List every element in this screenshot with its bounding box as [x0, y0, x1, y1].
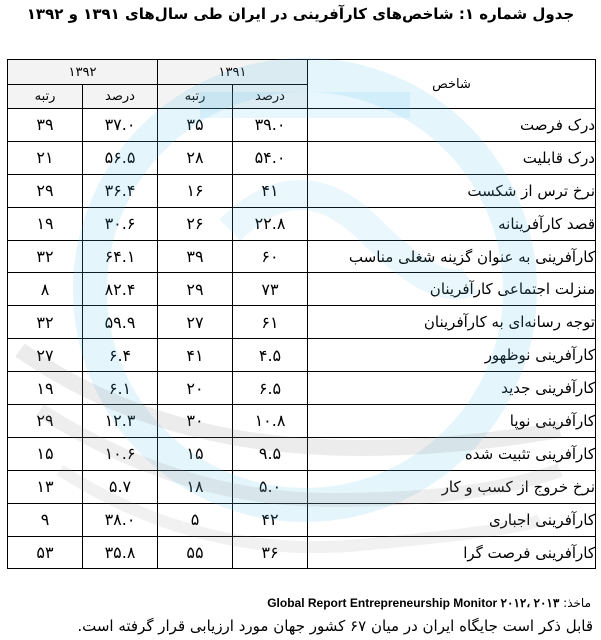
- rank-1391-cell: ۲۸: [158, 141, 233, 174]
- rank-1392-cell: ۸: [8, 273, 83, 306]
- rank-1392-cell: ۱۹: [8, 207, 83, 240]
- table-row: [8, 503, 596, 536]
- rank-1391-cell: ۳۵: [158, 109, 233, 142]
- percent-1391-cell: ۷۳: [233, 273, 308, 306]
- table-row: [8, 372, 596, 405]
- percent-1391-cell: ۴.۵: [233, 339, 308, 372]
- indicator-cell: درک فرصت: [308, 109, 596, 142]
- percent-1391-cell: ۳۶: [233, 536, 308, 569]
- percent-1391-cell: ۱۰.۸: [233, 405, 308, 438]
- table-row: [8, 437, 596, 470]
- percent-1392-cell: ۶.۱: [83, 372, 158, 405]
- source-note: [267, 596, 591, 610]
- rank-header-1391: رتبه: [158, 85, 233, 109]
- percent-1391-cell: ۴۲: [233, 503, 308, 536]
- rank-1391-cell: ۵۵: [158, 536, 233, 569]
- rank-1392-cell: ۲۹: [8, 174, 83, 207]
- percent-1392-cell: ۵۹.۹: [83, 306, 158, 339]
- percent-header-1391: درصد: [233, 85, 308, 109]
- indicator-cell: نرخ ترس از شکست: [308, 174, 596, 207]
- table-title: جدول شماره ۱: شاخص‌های کارآفرینی در ایران طی سال‌های ۱۳۹۱ و ۱۳۹۲: [26, 5, 575, 23]
- percent-1391-cell: ۶.۵: [233, 372, 308, 405]
- percent-header-1392: درصد: [83, 85, 158, 109]
- rank-1391-cell: ۳۹: [158, 240, 233, 273]
- rank-1391-cell: ۲۰: [158, 372, 233, 405]
- indicator-cell: منزلت اجتماعی کارآفرینان: [308, 273, 596, 306]
- footnote: قابل ذکر است جایگاه ایران در میان ۶۷ کشور جهان مورد ارزیابی قرار گرفته است.: [77, 617, 593, 635]
- percent-1392-cell: ۶.۴: [83, 339, 158, 372]
- indicator-cell: کارآفرینی به عنوان گزینه شغلی مناسب: [308, 240, 596, 273]
- percent-1392-cell: ۳۰.۶: [83, 207, 158, 240]
- rank-1391-cell: ۱۶: [158, 174, 233, 207]
- indicator-header: شاخص: [308, 60, 596, 109]
- rank-1392-cell: ۱۵: [8, 437, 83, 470]
- indicator-cell: کارآفرینی نوظهور: [308, 339, 596, 372]
- percent-1392-cell: ۸۲.۴: [83, 273, 158, 306]
- rank-1391-cell: ۱۸: [158, 470, 233, 503]
- table-row: [8, 141, 596, 174]
- percent-1392-cell: ۳۶.۴: [83, 174, 158, 207]
- rank-1392-cell: ۳۲: [8, 240, 83, 273]
- table-row: [8, 536, 596, 569]
- indicator-cell: درک قابلیت: [308, 141, 596, 174]
- rank-1392-cell: ۱۳: [8, 470, 83, 503]
- table-row: [8, 306, 596, 339]
- indicator-cell: کارآفرینی فرصت گرا: [308, 536, 596, 569]
- rank-1392-cell: ۱۹: [8, 372, 83, 405]
- table-row: [8, 240, 596, 273]
- percent-1392-cell: ۱۲.۳: [83, 405, 158, 438]
- rank-1392-cell: ۵۳: [8, 536, 83, 569]
- source-label: ماخذ:: [563, 596, 591, 610]
- indicator-cell: توجه رسانه‌ای به کارآفرینان: [308, 306, 596, 339]
- percent-1391-cell: ۶۱: [233, 306, 308, 339]
- rank-1391-cell: ۲۷: [158, 306, 233, 339]
- rank-1391-cell: ۴۱: [158, 339, 233, 372]
- percent-1391-cell: ۶۰: [233, 240, 308, 273]
- percent-1391-cell: ۹.۵: [233, 437, 308, 470]
- year-header-1392: ۱۳۹۲: [8, 60, 158, 85]
- table-row: [8, 109, 596, 142]
- table-row: [8, 174, 596, 207]
- percent-1391-cell: ۵۴.۰: [233, 141, 308, 174]
- percent-1392-cell: ۵۶.۵: [83, 141, 158, 174]
- indicator-cell: کارآفرینی جدید: [308, 372, 596, 405]
- rank-1392-cell: ۲۷: [8, 339, 83, 372]
- percent-1391-cell: ۳۹.۰: [233, 109, 308, 142]
- rank-1391-cell: ۵: [158, 503, 233, 536]
- rank-1391-cell: ۲۹: [158, 273, 233, 306]
- percent-1391-cell: ۲۲.۸: [233, 207, 308, 240]
- rank-1392-cell: ۳۹: [8, 109, 83, 142]
- rank-1391-cell: ۲۶: [158, 207, 233, 240]
- percent-1392-cell: ۳۵.۸: [83, 536, 158, 569]
- indicators-table: [7, 59, 596, 569]
- percent-1391-cell: ۴۱: [233, 174, 308, 207]
- table-row: [8, 405, 596, 438]
- percent-1392-cell: ۶۴.۱: [83, 240, 158, 273]
- indicator-cell: کارآفرینی نوپا: [308, 405, 596, 438]
- rank-header-1392: رتبه: [8, 85, 83, 109]
- table-row: [8, 339, 596, 372]
- percent-1391-cell: ۵.۰: [233, 470, 308, 503]
- percent-1392-cell: ۳۸.۰: [83, 503, 158, 536]
- indicator-cell: کارآفرینی اجباری: [308, 503, 596, 536]
- table-row: [8, 207, 596, 240]
- percent-1392-cell: ۵.۷: [83, 470, 158, 503]
- rank-1392-cell: ۳۲: [8, 306, 83, 339]
- source-text: Global Report Entrepreneurship Monitor ۲۰۱۲، ۲۰۱۳: [267, 596, 560, 610]
- table-row: [8, 273, 596, 306]
- indicator-cell: نرخ خروج از کسب و کار: [308, 470, 596, 503]
- rank-1392-cell: ۲۱: [8, 141, 83, 174]
- rank-1392-cell: ۲۹: [8, 405, 83, 438]
- rank-1391-cell: ۱۵: [158, 437, 233, 470]
- percent-1392-cell: ۱۰.۶: [83, 437, 158, 470]
- indicator-cell: کارآفرینی تثبیت شده: [308, 437, 596, 470]
- rank-1391-cell: ۳۰: [158, 405, 233, 438]
- table-row: [8, 470, 596, 503]
- rank-1392-cell: ۹: [8, 503, 83, 536]
- indicator-cell: قصد کارآفرینانه: [308, 207, 596, 240]
- percent-1392-cell: ۳۷.۰: [83, 109, 158, 142]
- year-header-1391: ۱۳۹۱: [158, 60, 308, 85]
